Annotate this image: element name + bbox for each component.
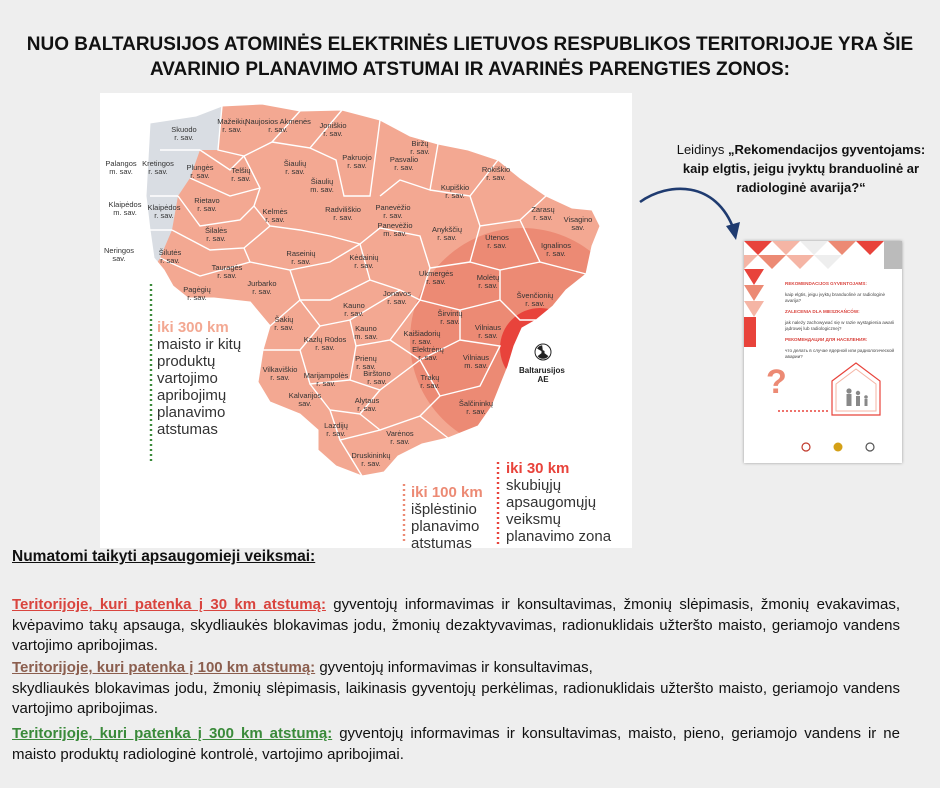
region-label: Šalčininkų r. sav. (458, 399, 494, 416)
page-title (0, 32, 940, 82)
region-label: Birštono r. sav. (363, 369, 391, 386)
region-label: Varėnos r. sav. (386, 429, 414, 446)
title-line-1: NUO BALTARUSIJOS ATOMINĖS ELEKTRINĖS LIETUVOS RESPUBLIKOS TERITORIJOJE YRA ŠIE (26, 34, 914, 55)
region-label: Kazlų Rūdos r. sav. (303, 335, 347, 352)
region-label: Molėtų r. sav. (476, 273, 500, 290)
region-label: Zarasų r. sav. (531, 205, 555, 222)
region-label: Vilkaviškio r. sav. (262, 365, 298, 382)
booklet-heading-lt: REKOMENDACIJOS GYVENTOJAMS: (785, 281, 867, 286)
region-label: Lazdijų r. sav. (324, 421, 348, 438)
region-label: Pasvalio r. sav. (389, 155, 419, 172)
legend-30-text: skubiųjų apsaugomųjų veiksmų planavimo zona (506, 477, 612, 545)
measures-100-label: Teritorijoje, kuri patenka į 100 km atstumą: (12, 659, 316, 676)
svg-text:?: ? (766, 363, 787, 401)
region-label: Biržų r. sav. (410, 139, 430, 156)
region-label: Alytaus r. sav. (354, 396, 380, 413)
region-label: Naujosios Akmenės r. sav. (245, 117, 311, 134)
region-label: Palangos m. sav. (105, 159, 137, 176)
region-label: Telšių r. sav. (231, 166, 251, 183)
map-panel (100, 93, 632, 552)
legend-100-highlight: iki 100 km (411, 484, 483, 501)
region-label: Jurbarko r. sav. (247, 279, 277, 296)
measures-30-text: gyventojų informavimas ir konsultavimas, žmonių slėpimasis, žmonių evakavimas, kvėpavimo takų apsauga, skydliaukės blokavimas jodu, žmonių dezaktyvavimas, radionuklidais užteršto maisto, geriamojo vandens vartojimo apribojimas. (12, 596, 900, 654)
region-label: Pakruojo r. sav. (342, 153, 372, 170)
region-label: Šiaulių m. sav. (310, 177, 334, 194)
region-label: Kalvarijos sav. (288, 391, 322, 408)
region-label: Kelmės r. sav. (262, 207, 288, 224)
legend-300-highlight: iki 300 km (157, 319, 229, 336)
region-label: Klaipėdos m. sav. (108, 200, 142, 217)
region-label: Druskininkų r. sav. (351, 451, 391, 468)
region-label: Elektrėnų r. sav. (412, 345, 444, 362)
region-label: Anykščių r. sav. (431, 225, 463, 242)
measures-100-text-2: skydliaukės blokavimas jodu, žmonių slėpimasis, laikinasis gyventojų perkėlimas, radionuklidais užteršto maisto, geriamojo vandens vartojimo apribojimas. (12, 679, 900, 717)
region-label: Panevėžio r. sav. (375, 203, 411, 220)
region-label: Šakių r. sav. (274, 315, 294, 332)
region-label: Kupiškio r. sav. (440, 183, 470, 200)
region-label: Tauragės r. sav. (211, 263, 243, 280)
region-label: Jonavos r. sav. (383, 289, 411, 306)
region-label: Marijampolės r. sav. (303, 371, 349, 388)
region-label: Raseinių r. sav. (286, 249, 316, 266)
booklet-heading-pl: ZALECENIA DLA MIESZKAŃCÓW: (785, 309, 860, 314)
measures-100km (12, 658, 900, 720)
region-label: Plungės r. sav. (186, 163, 214, 180)
region-label: Prienų r. sav. (355, 354, 377, 371)
region-label: Vilniaus m. sav. (462, 353, 490, 370)
leaflet-booklet-cover (744, 241, 902, 463)
measures-100-text-1: gyventojų informavimas ir konsultavimas, (315, 659, 593, 676)
arrow-head-icon (726, 222, 740, 240)
legend-30km (506, 460, 632, 545)
region-label: Radviliškio r. sav. (325, 205, 361, 222)
region-label: Mažeikių r. sav. (217, 117, 247, 134)
measures-300-label: Teritorijoje, kuri patenka į 300 km atstumą: (12, 725, 333, 742)
legend-100km (411, 484, 521, 552)
region-label: Švenčionių r. sav. (516, 291, 554, 308)
legend-30-highlight: iki 30 km (506, 460, 570, 477)
region-label: Šilalės r. sav. (204, 226, 228, 243)
region-label: Panevėžio m. sav. (377, 221, 413, 238)
measures-30-label: Teritorijoje, kuri patenka į 30 km atstumą: (12, 596, 326, 613)
region-label: Utenos r. sav. (485, 233, 509, 250)
region-label: Trakų r. sav. (420, 373, 440, 390)
region-label: Kaišiadorių r. sav. (403, 329, 441, 346)
region-label: Ukmergės r. sav. (418, 269, 454, 286)
radiation-icon (535, 344, 551, 360)
booklet-text-pl: jak należy zachowywać się w razie wystąpienia awarii jądrowej lub radiologicznej? (785, 320, 895, 331)
region-label: Kretingos r. sav. (142, 159, 174, 176)
region-label: Neringos sav. (103, 246, 135, 263)
legend-300km (157, 319, 267, 438)
region-label: Kauno r. sav. (343, 301, 365, 318)
region-label: Rokiškio r. sav. (481, 165, 511, 182)
measures-30km (12, 595, 900, 657)
region-label: Kauno m. sav. (354, 324, 378, 341)
region-label: Klaipėdos r. sav. (147, 203, 181, 220)
measures-300km (12, 724, 900, 765)
region-label: Joniškio r. sav. (319, 121, 347, 138)
region-label: Šiaulių r. sav. (283, 159, 307, 176)
region-label: Visagino sav. (563, 215, 593, 232)
region-label: Kėdainių r. sav. (349, 253, 379, 270)
title-line-2: AVARINIO PLANAVIMO ATSTUMAI IR AVARINĖS PARENGTIES ZONOS: (149, 59, 791, 80)
legend-100-text: išplėstinio planavimo atstumas (411, 501, 480, 552)
region-label: Širvintų r. sav. (437, 309, 463, 326)
leaflet-prefix: Leidinys (676, 142, 729, 157)
leaflet-caption (666, 140, 936, 197)
measures-300-text: gyventojų informavimas ir konsultavimas, maisto, pieno, geriamojo vandens ir ne maisto produktų radiologinė kontrolė, vartojimo apribojimai. (12, 725, 900, 763)
booklet-text-lt: kaip elgtis, jeigu įvyktų branduolinė ar radiologinė avarija? (785, 292, 886, 303)
legend-300-text: maisto ir kitų produktų vartojimo apribojimų planavimo atstumas (157, 336, 242, 438)
measures-heading: Numatomi taikyti apsaugomieji veiksmai: (12, 548, 316, 565)
region-label: Šilutės r. sav. (158, 248, 182, 265)
region-label: Ignalinos r. sav. (540, 241, 572, 258)
region-label: Skuodo r. sav. (171, 125, 197, 142)
plant-label: Baltarusijos AE (518, 366, 565, 384)
booklet-heading-ru: РЕКОМЕНДАЦИИ ДЛЯ НАСЕЛЕНИЯ: (785, 337, 868, 342)
zone-100km (410, 228, 632, 452)
booklet-text-ru: что делать в случае ядерной или радиологической аварии? (785, 348, 895, 359)
region-label: Vilniaus r. sav. (474, 323, 502, 340)
leaflet-title: „Rekomendacijos gyventojams: kaip elgtis, jeigu įvyktų branduolinė ar radiologinė avarija?“ (682, 142, 926, 195)
region-label: Rietavo r. sav. (194, 196, 220, 213)
region-label: Pagėgių r. sav. (183, 285, 211, 302)
